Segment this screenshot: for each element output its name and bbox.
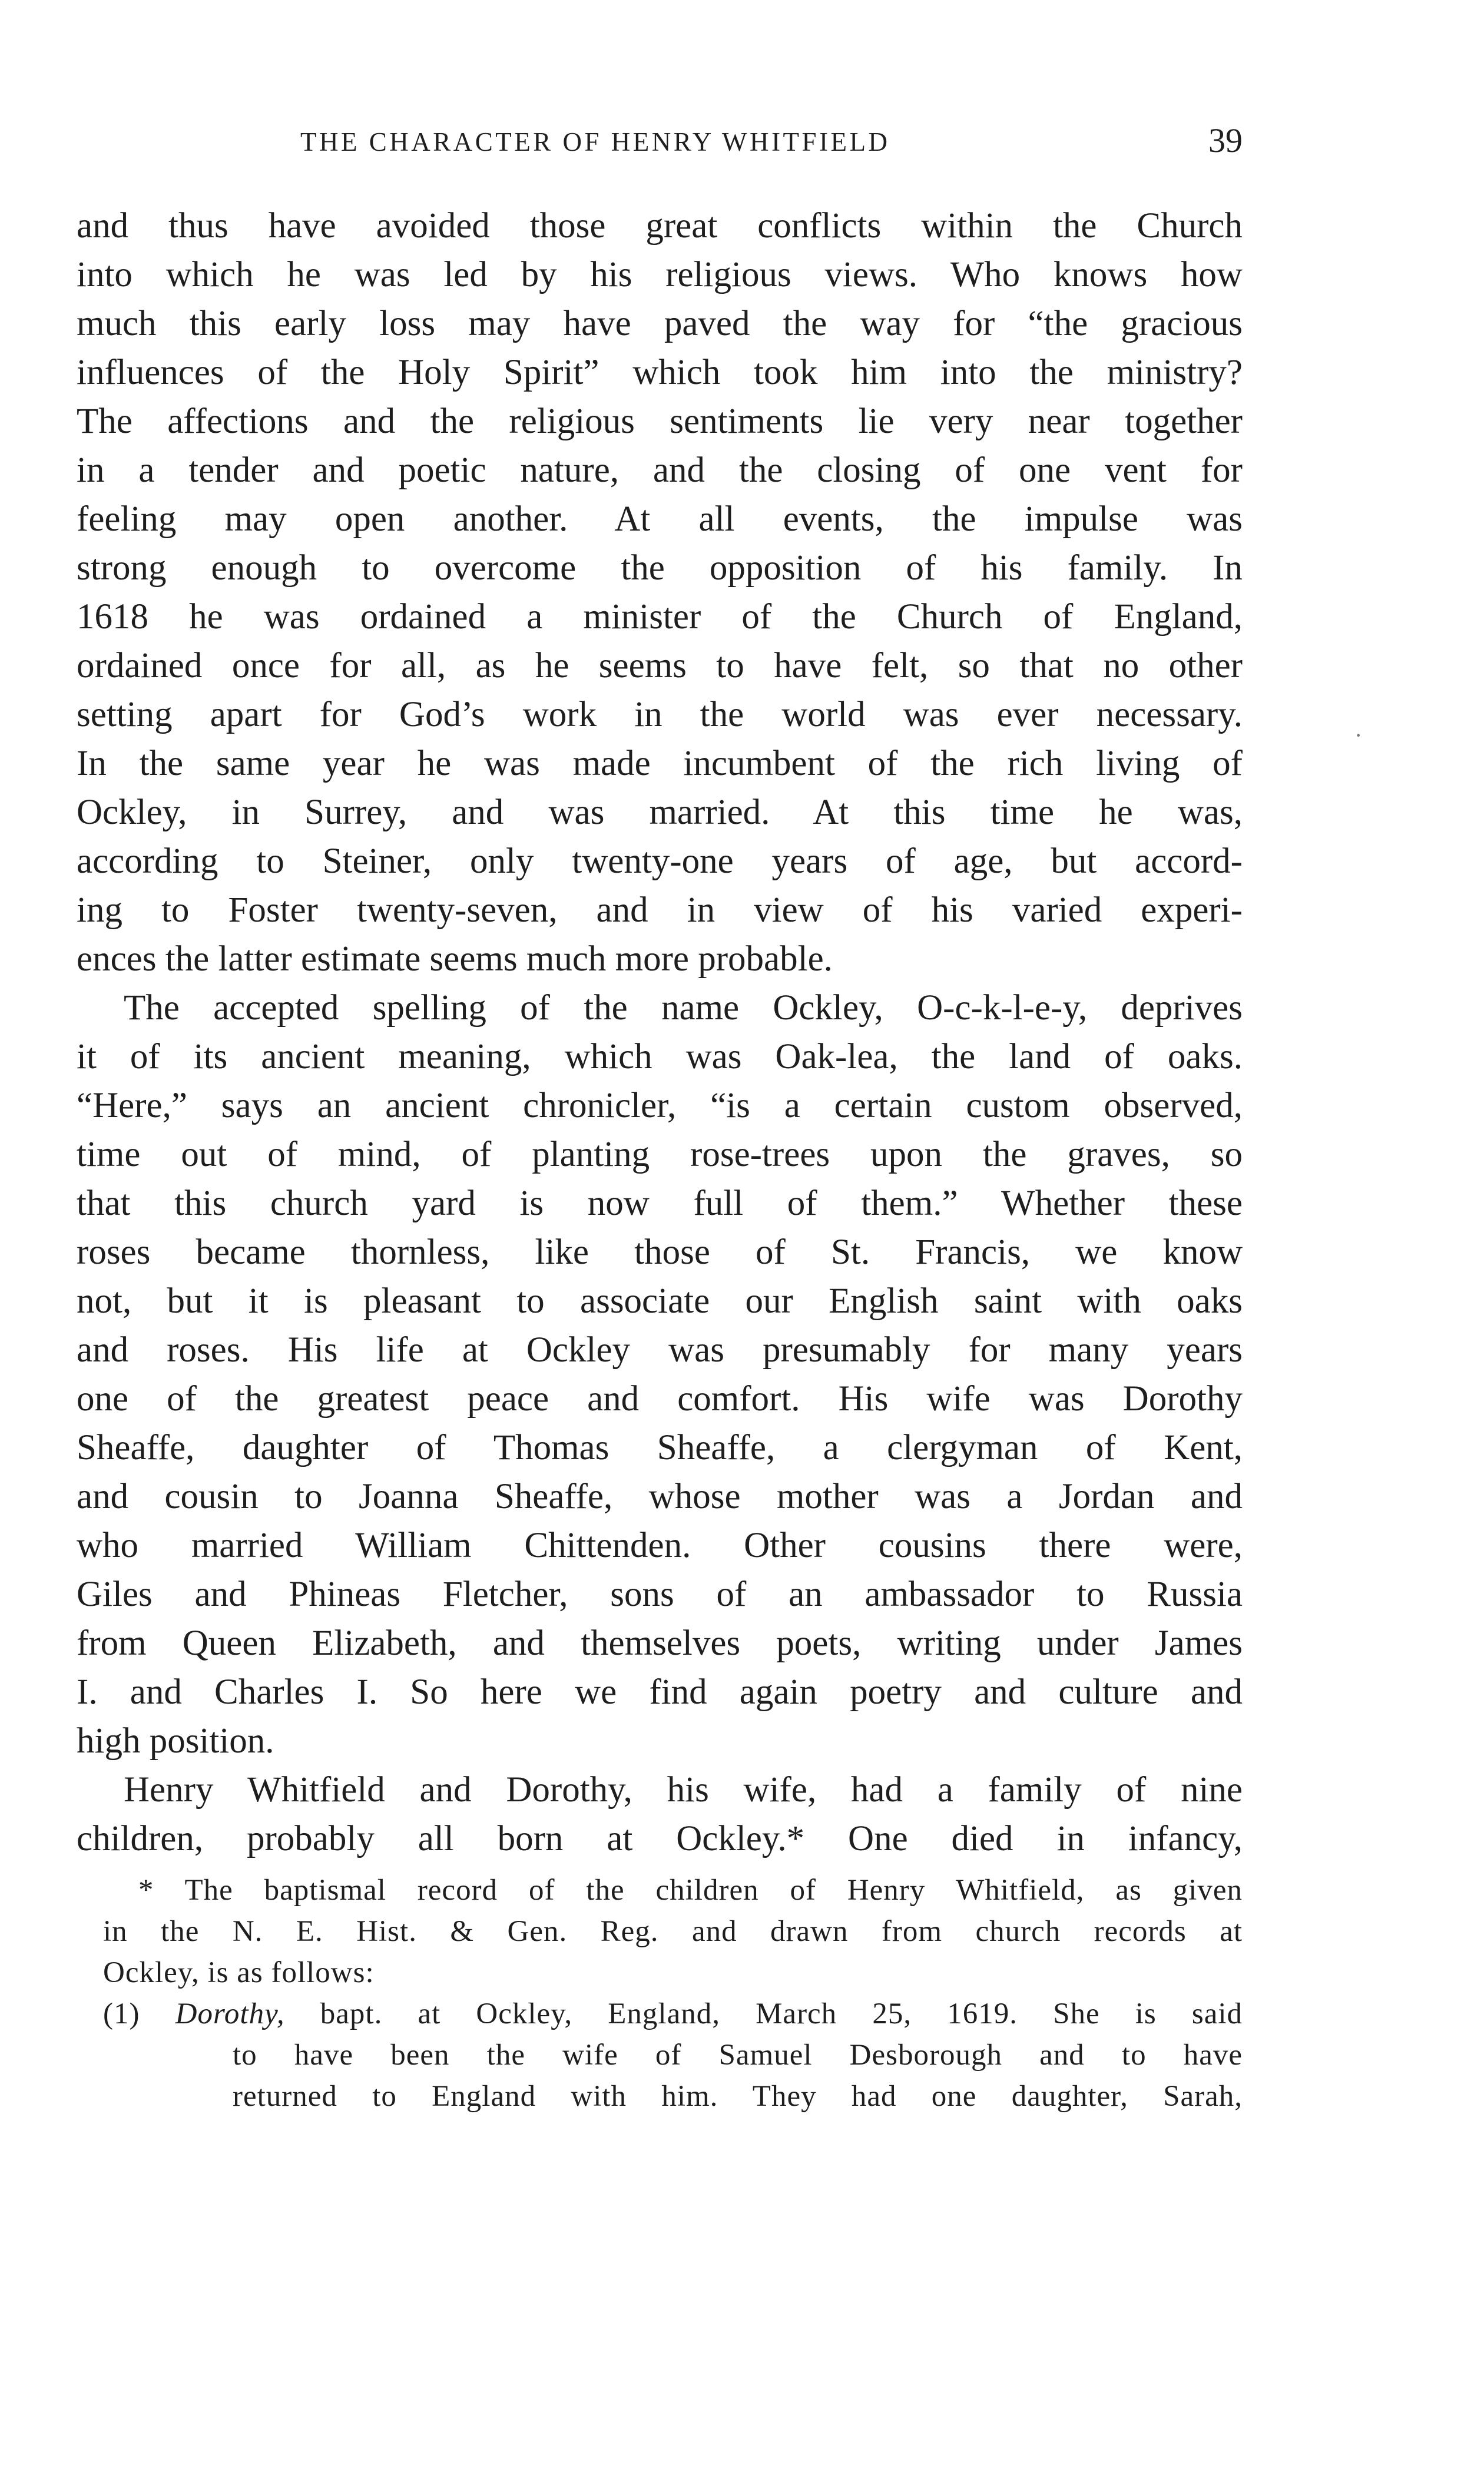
text-line: and cousin to Joanna Sheaffe, whose mother was a Jordan and: [77, 1477, 1243, 1516]
text-line: Henry Whitfield and Dorothy, his wife, had a family of nine: [124, 1770, 1243, 1810]
text-line: feeling may open another. At all events, the impulse was: [77, 499, 1243, 539]
footnote: [103, 1870, 1243, 2117]
text-line: ing to Foster twenty-seven, and in view of his varied experi-: [77, 890, 1243, 930]
text-line: influences of the Holy Spirit” which took him into the ministry?: [77, 353, 1243, 392]
text-line: ordained once for all, as he seems to have felt, so that no other: [77, 646, 1243, 685]
text-line: ences the latter estimate seems much more probable.: [77, 939, 833, 979]
text-line: “Here,” says an ancient chronicler, “is a certain custom observed,: [77, 1086, 1243, 1125]
text-line: I. and Charles I. So here we find again poetry and culture and: [77, 1672, 1243, 1712]
text-line: Ockley, in Surrey, and was married. At this time he was,: [77, 793, 1243, 832]
footnote-line: returned to England with him. They had one daughter, Sarah,: [233, 2080, 1243, 2113]
footnote-item-name: Dorothy,: [175, 1997, 285, 2030]
text-line: that this church yard is now full of them.” Whether these: [77, 1184, 1243, 1223]
text-line: Giles and Phineas Fletcher, sons of an ambassador to Russia: [77, 1575, 1243, 1614]
text-line: roses became thornless, like those of St. Francis, we know: [77, 1232, 1243, 1272]
text-line: high position.: [77, 1721, 274, 1761]
running-title: THE CHARACTER OF HENRY WHITFIELD: [300, 127, 890, 157]
footnote-line: * The baptismal record of the children of Henry Whitfield, as given: [138, 1874, 1243, 1907]
footnote-line: to have been the wife of Samuel Desborough and to have: [233, 2039, 1243, 2072]
page-header: [77, 121, 1243, 168]
text-line: The affections and the religious sentiments lie very near together: [77, 402, 1243, 441]
text-line: strong enough to overcome the opposition of his family. In: [77, 548, 1243, 588]
text-line: In the same year he was made incumbent of the rich living of: [77, 744, 1243, 783]
text-line: one of the greatest peace and comfort. His wife was Dorothy: [77, 1379, 1243, 1419]
paragraph-1: [77, 201, 1243, 983]
text-line: according to Steiner, only twenty-one years of age, but accord-: [77, 841, 1243, 881]
margin-speck: ·: [1354, 722, 1363, 748]
footnote-item-first-line: [103, 1993, 1243, 2035]
page-number: 39: [1208, 121, 1243, 160]
text-line: 1618 he was ordained a minister of the Church of England,: [77, 597, 1243, 637]
text-line: and roses. His life at Ockley was presumably for many years: [77, 1330, 1243, 1370]
text-line: The accepted spelling of the name Ockley, O-c-k-l-e-y, deprives: [124, 988, 1243, 1028]
paragraph-2: [77, 983, 1243, 1765]
text-line: time out of mind, of planting rose-trees upon the graves, so: [77, 1135, 1243, 1174]
footnote-line: Ockley, is as follows:: [103, 1956, 375, 1989]
text-line: who married William Chittenden. Other cousins there were,: [77, 1526, 1243, 1565]
paragraph-3: [77, 1765, 1243, 1863]
text-line: in a tender and poetic nature, and the closing of one vent for: [77, 450, 1243, 490]
footnote-item-number: (1): [103, 1997, 140, 2030]
text-line: much this early loss may have paved the way for “the gracious: [77, 304, 1243, 343]
text-line: and thus have avoided those great conflicts within the Church: [77, 206, 1243, 246]
text-line: setting apart for God’s work in the world was ever necessary.: [77, 695, 1243, 734]
text-line: it of its ancient meaning, which was Oak-lea, the land of oaks.: [77, 1037, 1243, 1076]
body-text: [77, 201, 1243, 1863]
footnote-line: in the N. E. Hist. & Gen. Reg. and drawn from church records at: [103, 1915, 1243, 1948]
text-line: from Queen Elizabeth, and themselves poets, writing under James: [77, 1623, 1243, 1663]
text-line: into which he was led by his religious views. Who knows how: [77, 255, 1243, 294]
text-line: children, probably all born at Ockley.* One died in infancy,: [77, 1819, 1243, 1858]
text-line: not, but it is pleasant to associate our English saint with oaks: [77, 1281, 1243, 1321]
footnote-item-text: bapt. at Ockley, England, March 25, 1619. She is said: [320, 1997, 1243, 2030]
text-line: Sheaffe, daughter of Thomas Sheaffe, a clergyman of Kent,: [77, 1428, 1243, 1467]
